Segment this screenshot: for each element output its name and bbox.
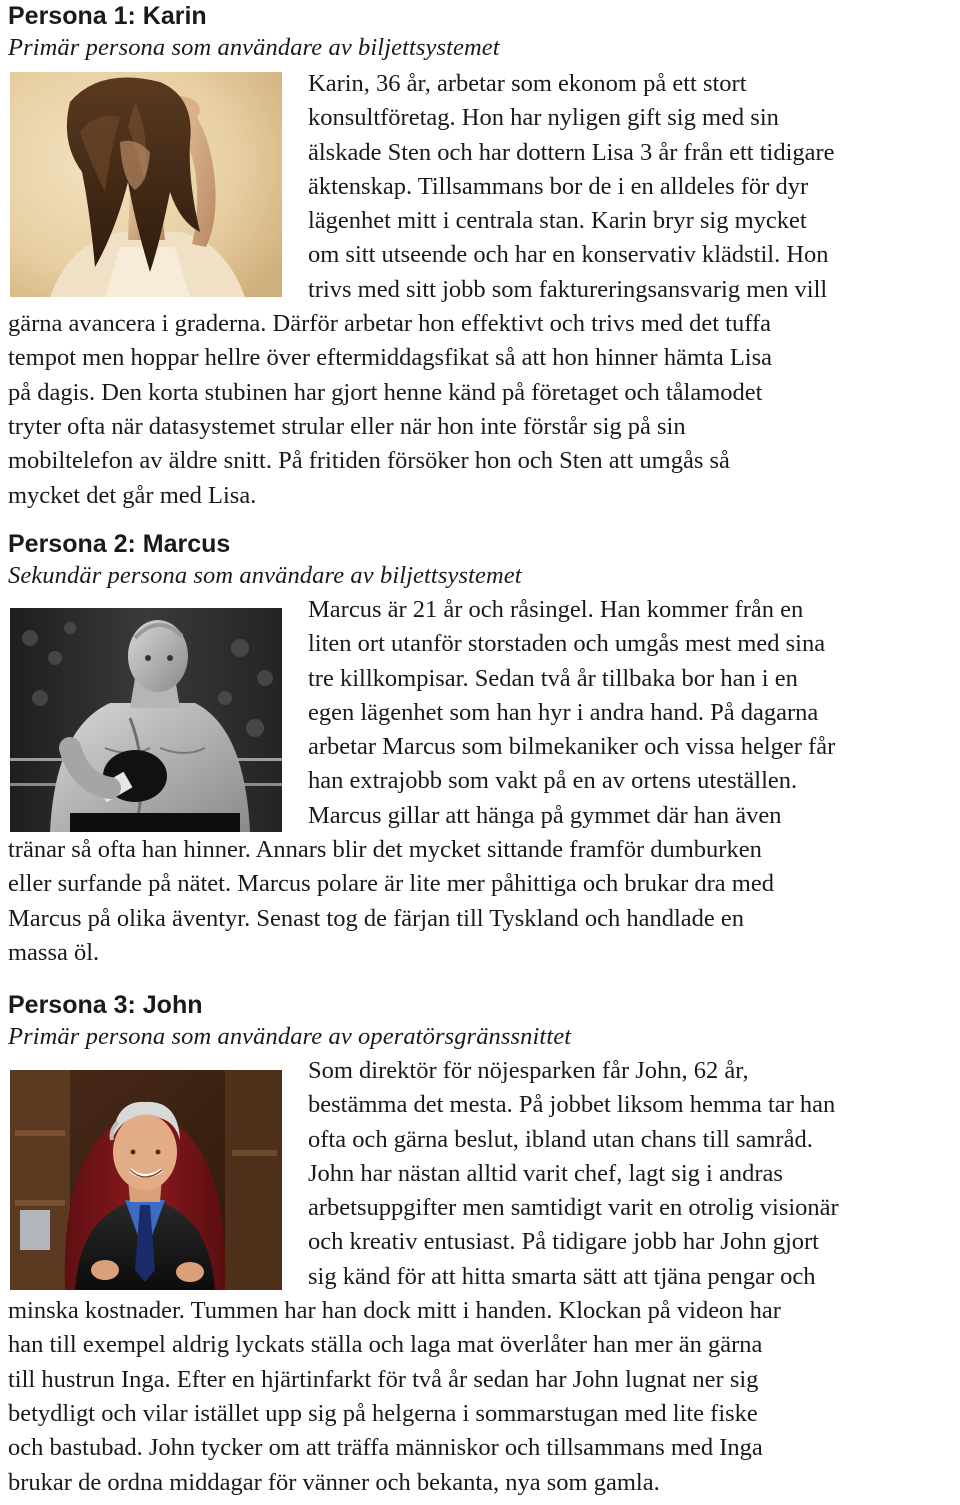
- text-line: lägenhet mitt i centrala stan. Karin bryr sig mycket: [308, 207, 807, 235]
- text-line: egen lägenhet som han hyr i andra hand. På dagarna: [308, 698, 819, 726]
- text-line: bestämma det mesta. På jobbet liksom hemma tar han: [308, 1091, 836, 1119]
- woman-portrait-photo: [10, 72, 282, 297]
- text-line: Karin, 36 år, arbetar som ekonom på ett stort: [308, 70, 747, 97]
- text-line: Marcus på olika äventyr. Senast tog de färjan till Tyskland och handlade en: [8, 904, 745, 932]
- text-line: gärna avancera i graderna. Därför arbetar hon effektivt och trivs med det tuffa: [8, 310, 771, 338]
- text-line: arbetsuppgifter men samtidigt varit en otrolig visionär: [308, 1194, 839, 1222]
- persona-subtitle: Primär persona som användare av operatörsgränssnittet: [8, 1023, 572, 1050]
- text-line: ofta och gärna beslut, ibland utan chans till samråd.: [308, 1125, 813, 1153]
- text-line: om sitt utseende och har en konservativ klädstil. Hon: [308, 241, 829, 269]
- text-line: han till exempel aldrig lyckats ställa och laga mat överlåter han mer än gärna: [8, 1331, 763, 1359]
- text-line: och bastubad. John tycker om att träffa människor och tillsammans med Inga: [8, 1434, 763, 1462]
- boxer-portrait-photo: [10, 608, 282, 832]
- text-line: mobiltelefon av äldre snitt. På fritiden försöker hon och Sten att umgås så: [8, 447, 730, 475]
- text-line: arbetar Marcus som bilmekaniker och vissa helger får: [308, 733, 836, 761]
- text-line: tempot men hoppar hellre över eftermiddagsfikat så att hon hinner hämta Lisa: [8, 344, 773, 372]
- text-line: betydligt och vilar istället upp sig på helgerna i sommarstugan med lite fiske: [8, 1399, 758, 1427]
- text-line: eller surfande på nätet. Marcus polare är lite mer påhittiga och brukar dra med: [8, 870, 774, 898]
- text-line: älskade Sten och har dottern Lisa 3 år från ett tidigare: [308, 138, 835, 166]
- persona-subtitle: Primär persona som användare av biljettsystemet: [8, 34, 500, 61]
- text-line: tryter ofta när datasystemet strular eller när hon inte förstår sig på sin: [8, 412, 686, 440]
- text-line: till hustrun Inga. Efter en hjärtinfarkt för två år sedan har John lugnat ner sig: [8, 1365, 759, 1393]
- text-line: John har nästan alltid varit chef, lagt sig i andras: [308, 1159, 783, 1187]
- text-line: Som direktör för nöjesparken får John, 62 år,: [308, 1057, 749, 1084]
- text-line: tre killkompisar. Sedan två år tillbaka bor han i en: [308, 664, 798, 692]
- text-line: sig känd för att hitta smarta sätt att tjäna pengar och: [308, 1262, 816, 1290]
- text-line: tränar så ofta han hinner. Annars blir det mycket sittande framför dumburken: [8, 836, 762, 864]
- persona-title: Persona 1: Karin: [8, 2, 207, 30]
- text-line: Marcus är 21 år och råsingel. Han kommer från en: [308, 596, 804, 623]
- text-line: massa öl.: [8, 938, 100, 966]
- text-line: mycket det går med Lisa.: [8, 481, 257, 509]
- text-line: han extrajobb som vakt på en av ortens uteställen.: [308, 767, 798, 795]
- persona-title: Persona 2: Marcus: [8, 530, 231, 558]
- text-line: och kreativ entusiast. På tidigare jobb har John gjort: [308, 1228, 819, 1256]
- text-line: äktenskap. Tillsammans bor de i en alldeles för dyr: [308, 172, 809, 200]
- text-line: Marcus gillar att hänga på gymmet där han även: [308, 801, 782, 829]
- text-line: liten ort utanför storstaden och umgås mest med sina: [308, 630, 826, 658]
- text-line: konsultföretag. Hon har nyligen gift sig med sin: [308, 104, 779, 132]
- man-in-suit-portrait-photo: [10, 1070, 282, 1290]
- persona-title: Persona 3: John: [8, 991, 203, 1019]
- text-line: trivs med sitt jobb som faktureringsansvarig men vill: [308, 275, 828, 303]
- text-line: minska kostnader. Tummen har han dock mitt i handen. Klockan på videon har: [8, 1297, 781, 1325]
- text-line: på dagis. Den korta stubinen har gjort henne känd på företaget och tålamodet: [8, 378, 763, 406]
- text-line: brukar de ordna middagar för vänner och bekanta, nya som gamla.: [8, 1468, 660, 1496]
- persona-subtitle: Sekundär persona som användare av biljettsystemet: [8, 562, 522, 589]
